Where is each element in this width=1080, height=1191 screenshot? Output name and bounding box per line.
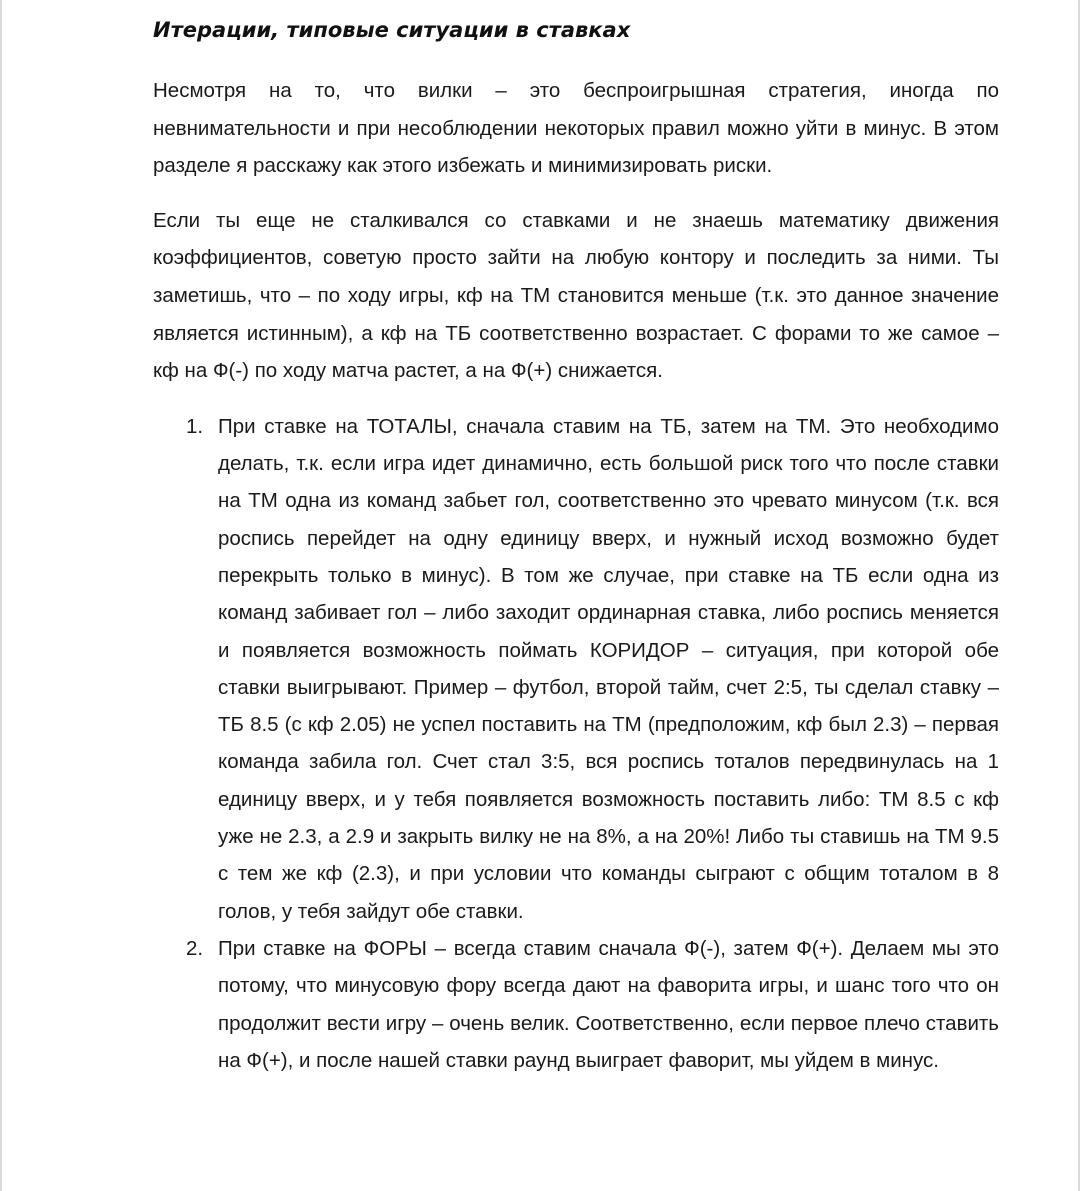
page-border-left (0, 0, 2, 1191)
list-item-number: 1. (186, 414, 204, 438)
section-title: Итерации, типовые ситуации в ставках (153, 18, 631, 42)
document-body (153, 14, 999, 1079)
intro-paragraph: Несмотря на то, что вилки – это беспроигрышная стратегия, иногда по невнимательности и при несоблюдении некоторых правил можно уйти в минус. В этом разделе я расскажу как этого избежать и минимизировать риски. (153, 79, 999, 178)
rules-list (153, 408, 999, 1079)
list-item (153, 930, 999, 1079)
list-item-text: При ставке на ТОТАЛЫ, сначала ставим на ТБ, затем на ТМ. Это необходимо делать, т.к. если игра идет динамично, есть большой риск того что после ставки на ТМ одна из команд забьет гол, соответственно это чревато минусом (т.к. вся роспись перейдет на одну единицу вверх, и нужный исход возможно будет перекрыть только в минус). В том же случае, при ставке на ТБ если одна из команд забивает гол – либо заходит ординарная ставка, либо роспись меняется и появляется возможность поймать КОРИДОР – ситуация, при которой обе ставки выигрывают. Пример – футбол, второй тайм, счет 2:5, ты сделал ставку – ТБ 8.5 (с кф 2.05) не успел поставить на ТМ (предположим, кф был 2.3) – первая команда забила гол. Счет стал 3:5, вся роспись тоталов передвинулась на 1 единицу вверх, и у тебя появляется возможность поставить либо: ТМ 8.5 с кф уже не 2.3, а 2.9 и закрыть вилку не на 8%, а на 20%! Либо ты ставишь на ТМ 9.5 с тем же кф (2.3), и при условии что команды сыграют с общим тоталом в 8 голов, у тебя зайдут обе ставки. (218, 414, 999, 923)
list-item-text: При ставке на ФОРЫ – всегда ставим сначала Ф(-), затем Ф(+). Делаем мы это потому, что минусовую фору всегда дают на фаворита игры, и шанс того что он продолжит вести игру – очень велик. Соответственно, если первое плечо ставить на Ф(+), и после нашей ставки раунд выиграет фаворит, мы уйдем в минус. (218, 936, 999, 1072)
coefficients-paragraph: Если ты еще не сталкивался со ставками и не знаешь математику движения коэффициентов, советую просто зайти на любую контору и последить за ними. Ты заметишь, что – по ходу игры, кф на ТМ становится меньше (т.к. это данное значение является истинным), а кф на ТБ соответственно возрастает. С форами то же самое – кф на Ф(-) по ходу матча растет, а на Ф(+) снижается. (153, 208, 999, 383)
list-item-number: 2. (186, 936, 204, 960)
list-item (153, 408, 999, 930)
